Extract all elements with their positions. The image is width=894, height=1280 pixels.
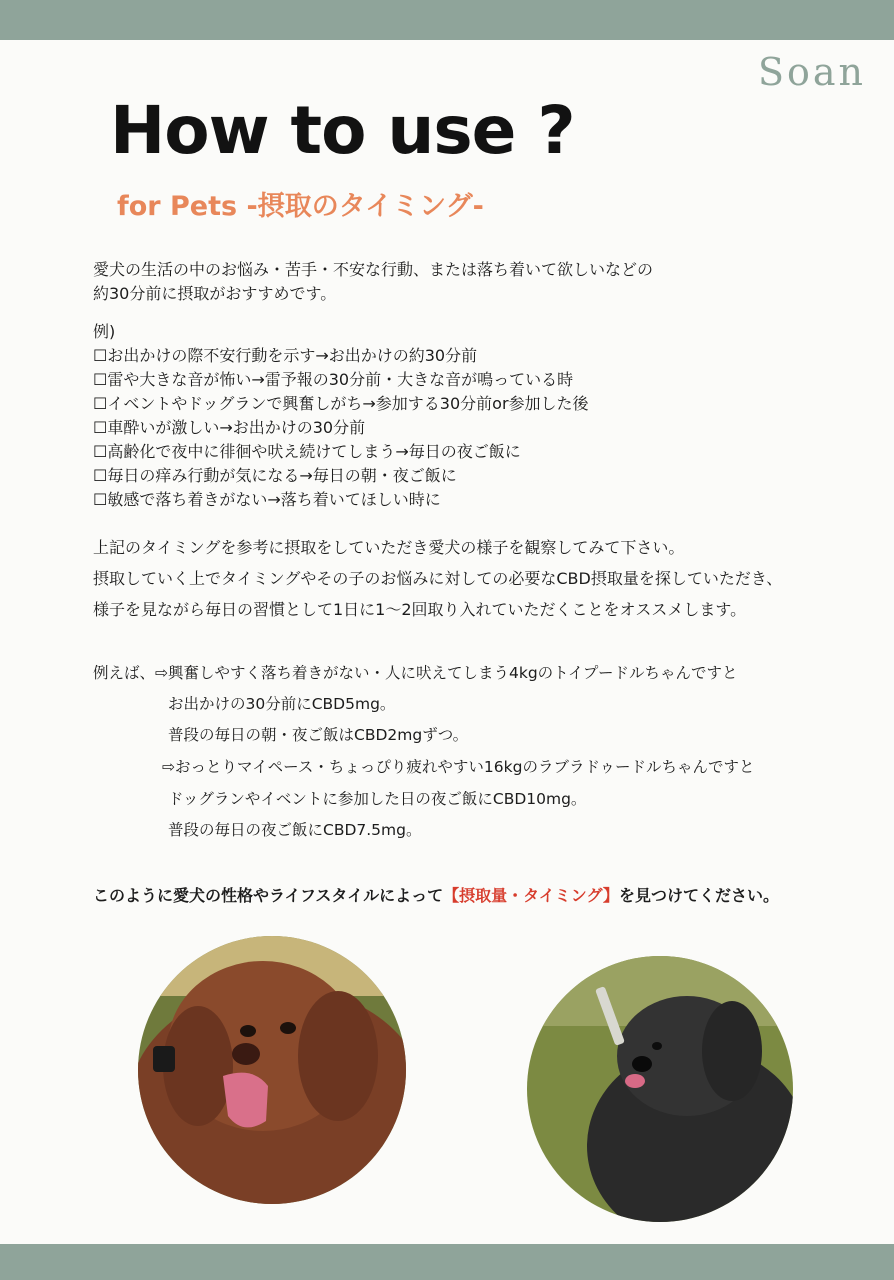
case-line: ドッグランやイベントに参加した日の夜ご飯にCBD10mg。 bbox=[168, 790, 587, 808]
description-line: 様子を見ながら毎日の習慣として1日に1〜2回取り入れていただくことをオススメします。 bbox=[93, 600, 747, 619]
conclusion-text bbox=[93, 883, 779, 906]
case-line: お出かけの30分前にCBD5mg。 bbox=[168, 695, 396, 713]
example-item: ☐敏感で落ち着きがない→落ち着いてほしい時に bbox=[93, 490, 441, 509]
conclusion-before: このように愛犬の性格やライフスタイルによって bbox=[93, 886, 444, 905]
example-item: ☐お出かけの際不安行動を示す→お出かけの約30分前 bbox=[93, 346, 478, 365]
page-subtitle: for Pets -摂取のタイミング- bbox=[117, 191, 484, 222]
example-item: ☐高齢化で夜中に徘徊や吠え続けてしまう→毎日の夜ご飯に bbox=[93, 442, 521, 461]
example-item: ☐イベントやドッグランで興奮しがち→参加する30分前or参加した後 bbox=[93, 394, 589, 413]
brand-logo: Soan bbox=[757, 50, 866, 94]
bottom-color-band bbox=[0, 1244, 894, 1280]
example-item: ☐雷や大きな音が怖い→雷予報の30分前・大きな音が鳴っている時 bbox=[93, 370, 574, 389]
description-line: 摂取していく上でタイミングやその子のお悩みに対しての必要なCBD摂取量を探していただき、 bbox=[93, 569, 783, 588]
intro-line: 約30分前に摂取がおすすめです。 bbox=[93, 284, 337, 303]
example-item: ☐車酔いが激しい→お出かけの30分前 bbox=[93, 418, 366, 437]
case-line: ⇨おっとりマイペース・ちょっぴり疲れやすい16kgのラブラドゥードルちゃんですと bbox=[162, 758, 755, 776]
brown-dog-photo bbox=[138, 936, 406, 1204]
examples-list bbox=[93, 320, 589, 512]
case-lead: 例えば、⇨興奮しやすく落ち着きがない・人に吠えてしまう4kgのトイプードルちゃんですと bbox=[93, 664, 738, 682]
case-line: 普段の毎日の夜ご飯にCBD7.5mg。 bbox=[168, 821, 422, 839]
examples-label: 例) bbox=[93, 322, 116, 341]
example-item: ☐毎日の痒み行動が気になる→毎日の朝・夜ご飯に bbox=[93, 466, 457, 485]
conclusion-highlight: 【摂取量・タイミング】 bbox=[443, 886, 619, 905]
description-text bbox=[93, 532, 782, 625]
top-color-band bbox=[0, 0, 894, 40]
conclusion-after: を見つけてください。 bbox=[618, 886, 779, 905]
page-title: How to use ? bbox=[110, 92, 575, 169]
description-line: 上記のタイミングを参考に摂取をしていただき愛犬の様子を観察してみて下さい。 bbox=[93, 538, 685, 557]
intro-line: 愛犬の生活の中のお悩み・苦手・不安な行動、または落ち着いて欲しいなどの bbox=[93, 260, 654, 279]
black-dog-photo bbox=[527, 956, 793, 1222]
case-line: 普段の毎日の朝・夜ご飯はCBD2mgずつ。 bbox=[168, 726, 469, 744]
intro-text bbox=[93, 258, 653, 306]
